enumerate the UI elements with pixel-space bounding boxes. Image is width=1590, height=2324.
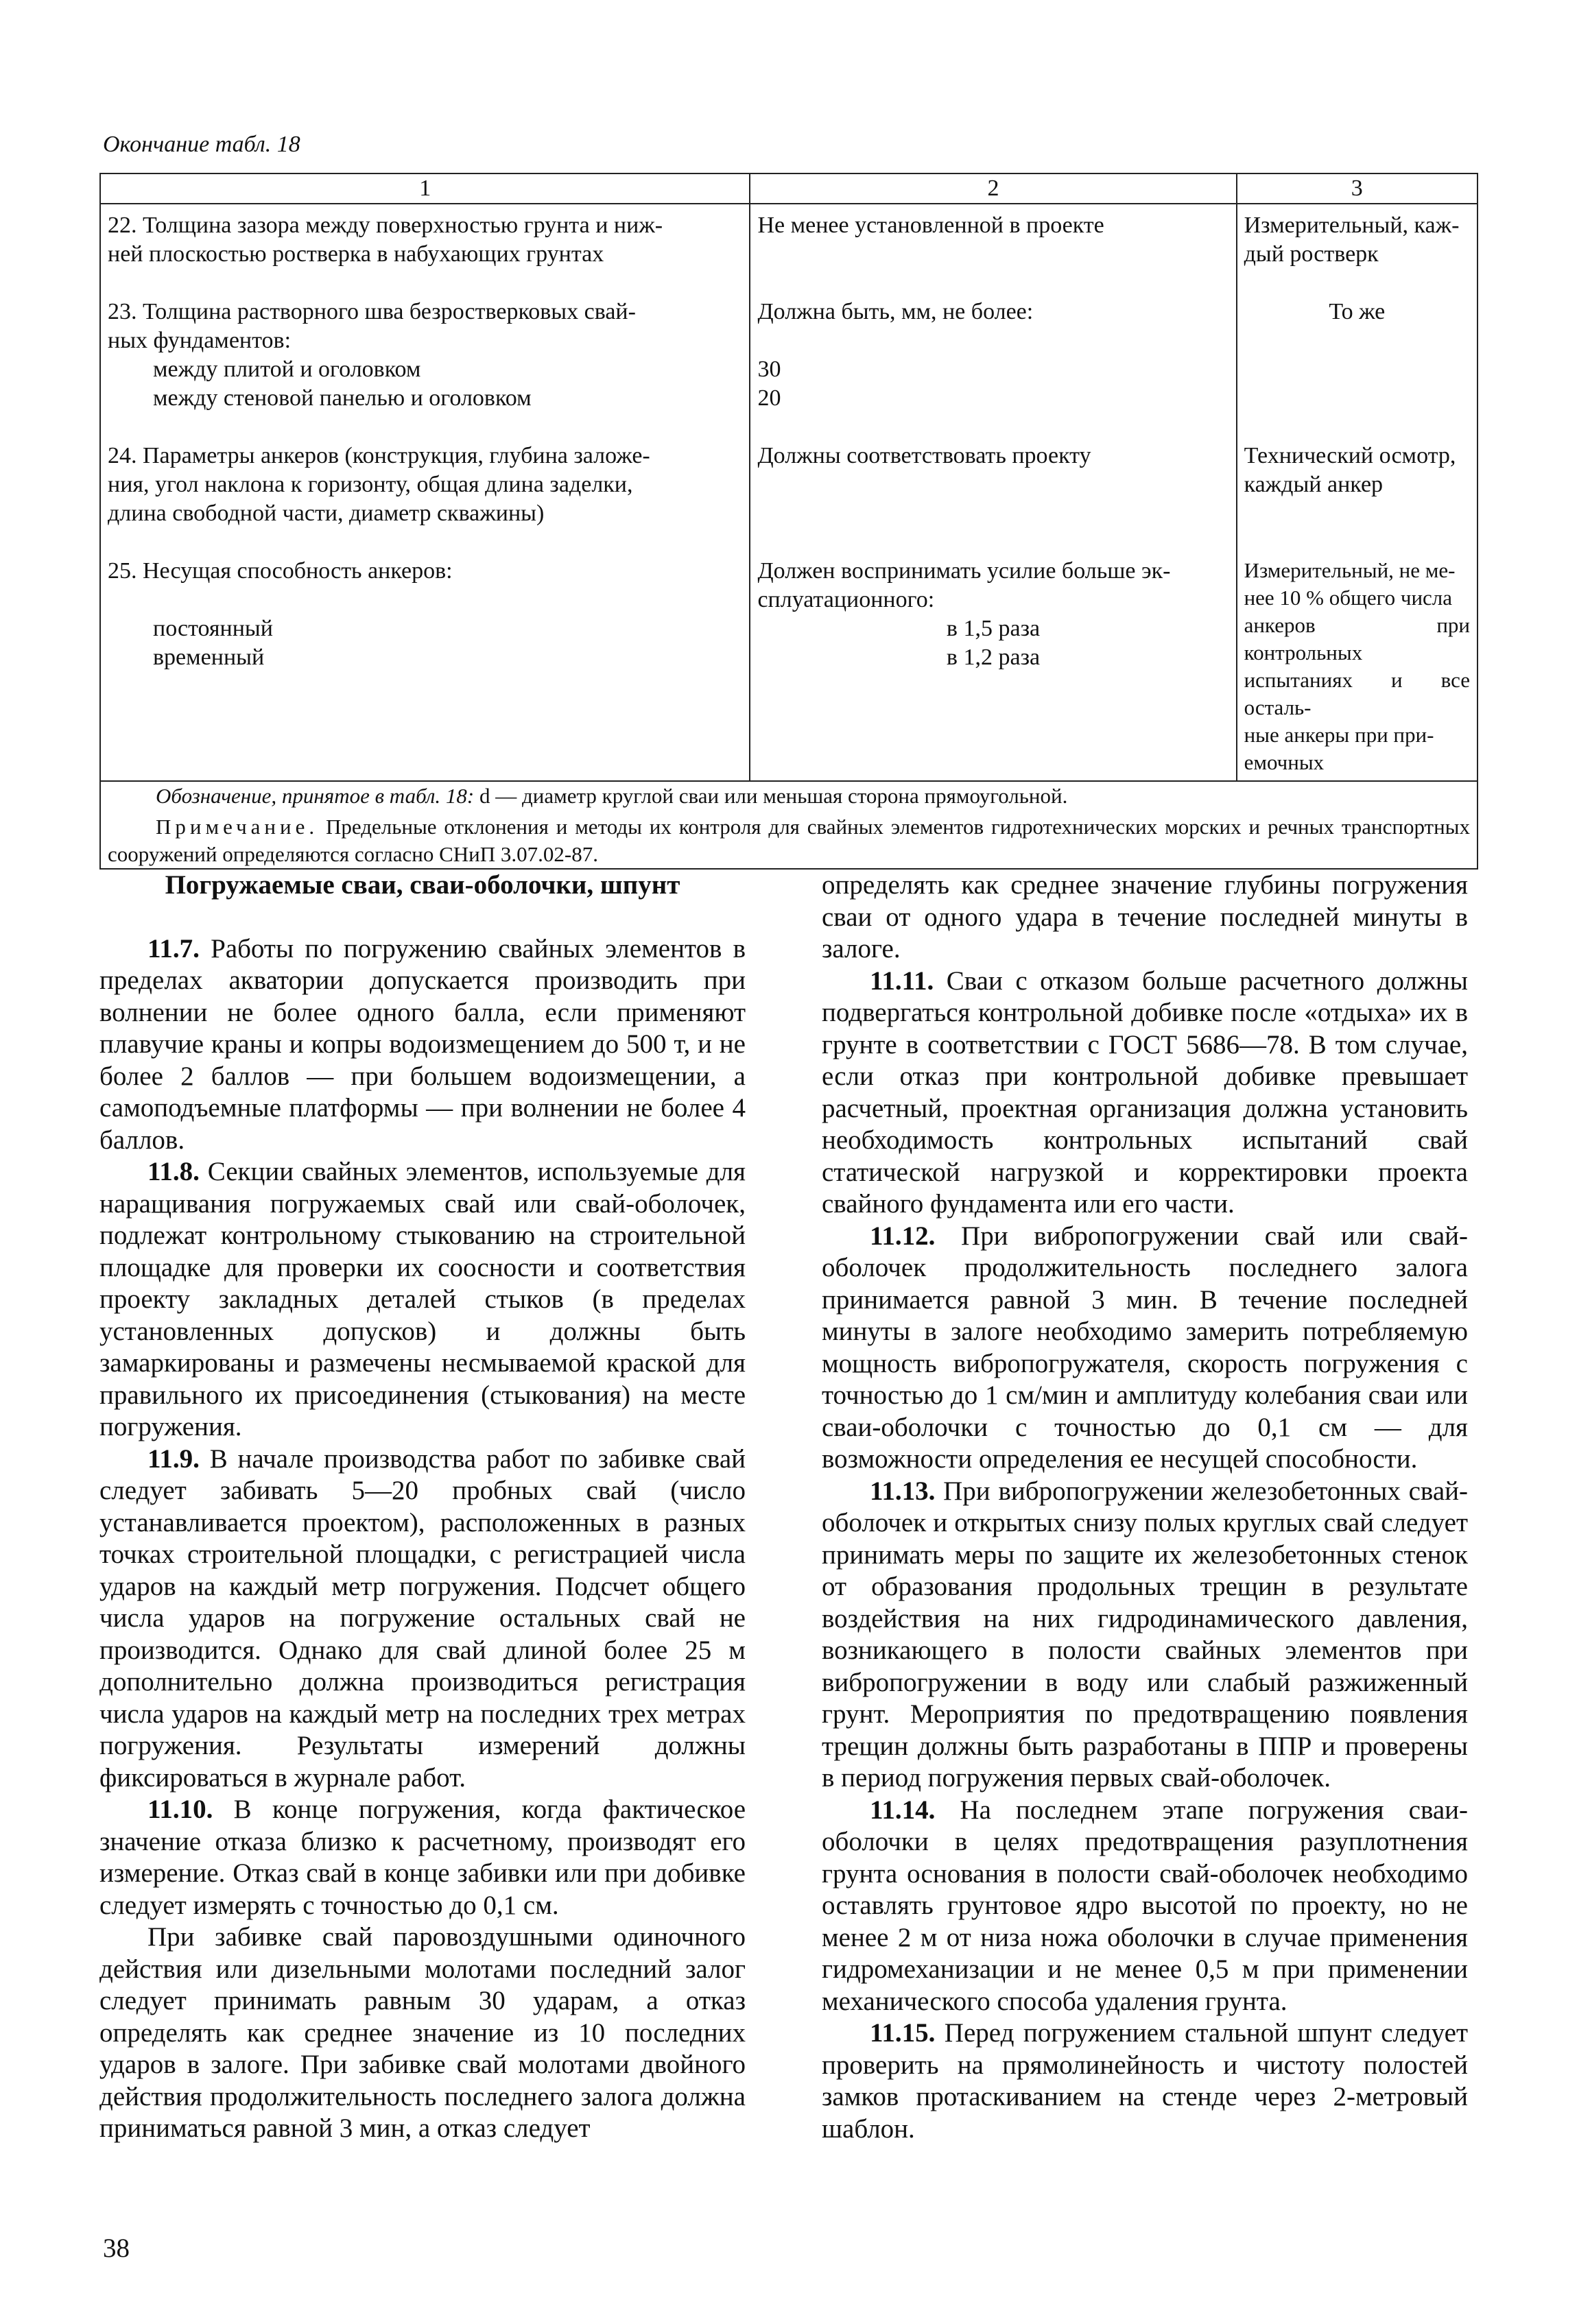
page-number: 38 <box>103 2233 130 2263</box>
paragraph-text: При вибропогружении свай или свай-оболочек продолжительность последнего залога принимается равной 3 мин. В течение последней минуты в залоге необходимо замерить потребляемую мощность вибропогружателя, скорость погружения с точностью до 1 см/мин и амплитуду колебания сваи или сваи-оболочки с точностью до 0,1 см — для возможности определения ее несущей способности. <box>822 1221 1469 1474</box>
requirement-cell: Должны соответствовать проекту <box>750 442 1236 557</box>
paragraph-text: Секции свайных элементов, используемые для наращивания погружаемых свай или свай-оболочек, подлежат контрольному стыкованию на строительной площадке для проверки их соосности и соответствия проекту закладных деталей стыков (в пределах установленных допусков) и должны быть замаркированы и размечены несмываемой краской для правильного их присоединения (стыкования) на месте погружения. <box>99 1157 746 1441</box>
designation-note: Обозначение, принятое в табл. 18: d — диаметр круглой сваи или меньшая сторона прямоугольной. <box>156 784 1068 808</box>
control-cell: Технический осмотр, каждый анкер <box>1237 442 1478 557</box>
table-caption: Окончание табл. 18 <box>103 132 300 157</box>
paragraph <box>822 1476 1468 1795</box>
right-column <box>822 870 1468 2145</box>
table-18 <box>99 173 1478 870</box>
clause-number: 11.12. <box>870 1221 936 1251</box>
clause-number: 11.8. <box>147 1157 200 1186</box>
clause-number: 11.14. <box>870 1795 936 1825</box>
table-row <box>100 557 1478 781</box>
right-paragraphs <box>822 870 1468 2145</box>
param-cell: 23. Толщина растворного шва безростверковых свай- ных фундаментов: между плитой и оголовком между стеновой панелью и оголовком <box>100 298 750 442</box>
clause-number: 11.10. <box>147 1795 213 1824</box>
table-row <box>100 204 1478 298</box>
clause-number: 11.11. <box>870 966 934 996</box>
col-header-3: 3 <box>1237 173 1478 204</box>
param-cell: 24. Параметры анкеров (конструкция, глубина заложе- ния, угол наклона к горизонту, общая длина заделки, длина свободной части, диаметр скважины) <box>100 442 750 557</box>
param-cell: 25. Несущая способность анкеров: постоянный временный <box>100 557 750 781</box>
paragraph-text: определять как среднее значение глубины погружения сваи от одного удара в течение последней минуты в залоге. <box>822 870 1468 963</box>
paragraph <box>99 933 746 1157</box>
paragraph <box>99 1156 746 1443</box>
table-notes-row <box>100 781 1478 869</box>
paragraph <box>822 1221 1468 1476</box>
table-header-row <box>100 173 1478 204</box>
table-footnote: Примечание. Предельные отклонения и методы их контроля для свайных элементов гидротехнических морских и речных транспортных сооружений определяются согласно СНиП 3.07.02-87. <box>108 815 1471 866</box>
paragraph-text: При забивке свай паровоздушными одиночного действия или дизельными молотами последний залог следует принимать равным 30 ударам, а отказ определять как среднее значение из 10 последних ударов в залоге. При забивке свай молотами двойного действия продолжительность последнего залога должна приниматься равной 3 мин, а отказ следует <box>99 1922 746 2143</box>
param-cell: 22. Толщина зазора между поверхностью грунта и ниж- ней плоскостью ростверка в набухающих грунтах <box>100 204 750 298</box>
paragraph <box>822 2017 1468 2145</box>
paragraph-text: Перед погружением стальной шпунт следует проверить на прямолинейность и чистоту полостей замков протаскиванием на стенде через 2-метровый шаблон. <box>822 2018 1468 2144</box>
paragraph-text: На последнем этапе погружения сваи-оболочки в целях предотвращения разуплотнения грунта основания в полости свай-оболочек необходимо оставлять грунтовое ядро высотой по проекту, но не менее 2 м от низа ножа оболочки в случае применения гидромеханизации и не менее 0,5 м при применении механического способа удаления грунта. <box>822 1795 1469 2016</box>
paragraph-text: Работы по погружению свайных элементов в пределах акватории допускается производить при волнении не более одного балла, если применяют плавучие краны и копры водоизмещением до 500 т, и не более 2 баллов — при большем водоизмещении, а самоподъемные платформы — при волнении не более 4 баллов. <box>99 933 746 1155</box>
table-row <box>100 442 1478 557</box>
table-row <box>100 298 1478 442</box>
clause-number: 11.7. <box>147 933 200 963</box>
paragraph <box>822 966 1468 1221</box>
paragraph-text: В конце погружения, когда фактическое значение отказа близко к расчетному, производят его измерение. Отказ свай в конце забивки или при добивке следует измерять с точностью до 0,1 см. <box>99 1795 746 1920</box>
clause-number: 11.15. <box>870 2018 936 2048</box>
paragraph-text: В начале производства работ по забивке свай следует забивать 5—20 пробных свай (число устанавливается проектом), расположенных в разных точках строительной площадки, с регистрацией числа ударов на каждый метр погружения. Подсчет общего числа ударов на погружение остальных свай не производится. Однако для свай длиной более 25 м дополнительно должна производиться регистрация числа ударов на каждый метр на последних трех метрах погружения. Результаты измерений должны фиксироваться в журнале работ. <box>99 1443 746 1793</box>
section-heading: Погружаемые сваи, сваи-оболочки, шпунт <box>165 870 680 900</box>
requirement-cell: Должен воспринимать усилие больше эк- сплуатационного: в 1,5 раза в 1,2 раза <box>750 557 1236 781</box>
paragraph <box>99 1921 746 2145</box>
paragraph-text: Сваи с отказом больше расчетного должны подвергаться контрольной добивке после «отдыха» их в грунте в соответствии с ГОСТ 5686—78. В том случае, если отказ при контрольной добивке превышает расчетный, проектная организация должна установить необходимость контрольных испытаний свай статической нагрузкой и корректировки проекта свайного фундамента или его части. <box>822 966 1468 1219</box>
col-header-1: 1 <box>100 173 750 204</box>
col-header-2: 2 <box>750 173 1236 204</box>
table-notes <box>100 781 1478 869</box>
left-column <box>99 870 746 2145</box>
paragraph <box>822 1795 1468 2018</box>
requirement-cell: Должна быть, мм, не более: 30 20 <box>750 298 1236 442</box>
control-cell: Измерительный, каж- дый ростверк <box>1237 204 1478 298</box>
paragraph <box>99 1443 746 1795</box>
requirement-cell: Не менее установленной в проекте <box>750 204 1236 298</box>
clause-number: 11.9. <box>147 1443 200 1474</box>
control-cell: Измерительный, не ме- нее 10 % общего числа анкеров при контрольных испытаниях и все осталь- ные анкеры при при- емочных <box>1237 557 1478 781</box>
paragraph-text: При вибропогружении железобетонных свай-оболочек и открытых снизу полых круглых свай следует принимать меры по защите их железобетонных стенок от образования продольных трещин в результате воздействия на них гидродинамического давления, возникающего в полости свайных элементов при вибропогружении в воду или слабый разжиженный грунт. Мероприятия по предотвращению появления трещин должны быть разработаны в ППР и проверены в период погружения первых свай-оболочек. <box>822 1476 1468 1793</box>
left-paragraphs <box>99 933 746 2145</box>
clause-number: 11.13. <box>870 1476 936 1506</box>
paragraph <box>822 870 1468 966</box>
control-cell: То же <box>1237 298 1478 442</box>
paragraph <box>99 1794 746 1921</box>
